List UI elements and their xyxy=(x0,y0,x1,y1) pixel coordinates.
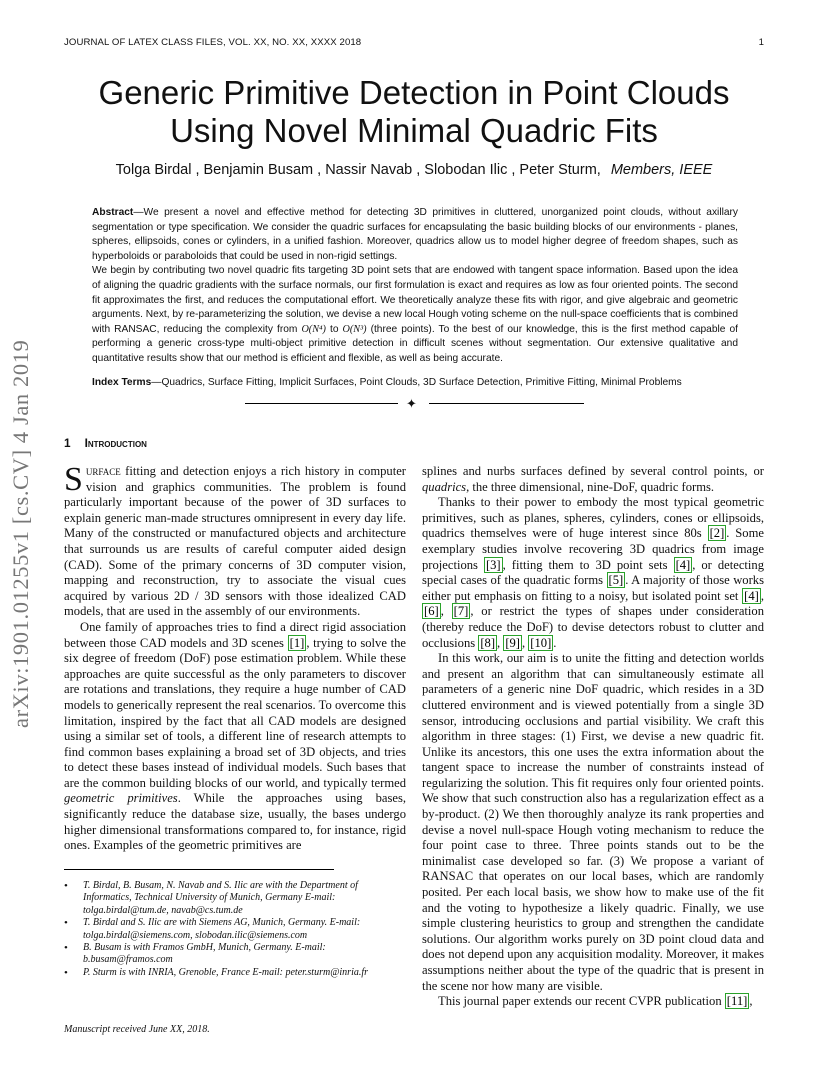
author-names: Tolga Birdal , Benjamin Busam , Nassir Navab , Slobodan Ilic , Peter Sturm, xyxy=(115,162,601,178)
citation-link[interactable]: [11] xyxy=(726,994,748,1009)
footnote-item: • P. Sturm is with INRIA, Grenoble, France E-mail: peter.sturm@inria.fr xyxy=(64,967,406,979)
footnote-rule xyxy=(64,869,334,870)
footnote-item: • B. Busam is with Framos GmbH, Munich, Germany. E-mail: b.busam@framos.com xyxy=(64,942,406,967)
intro-paragraph-6: This journal paper extends our recent CVPR publication [11] , xyxy=(438,994,753,1009)
divider-rule-left xyxy=(245,403,398,404)
section-divider xyxy=(245,396,585,412)
section-heading xyxy=(64,436,147,450)
citation-link[interactable]: [5] xyxy=(608,573,624,588)
citation-link[interactable]: [4] xyxy=(744,588,759,603)
author-membership: Members, IEEE xyxy=(610,162,713,178)
abstract-paragraph-2: We begin by contributing two novel quadric fits targeting 3D point sets that are endowed with tangent space information. Based upon the idea of aligning the quadric gradients with the surface normals, our first formulation is exact and requires as low as four oriented points. The second fit approximates the first, and reduces the computational effort. We theoretically analyze these fits with rigor, and give algebraic and geometric arguments. Next, by re-parameterizing the solution, we devise a new local Hough voting scheme on the null-space coefficients that is combined with RANSAC, reducing the complexity from O(N⁴) to O(N³) (three points). To the best of our knowledge, this is the first method capable of performing a generic cross-type multi-object primitive detection in difficult scenes without segmentation. Our extensive qualitative and quantitative results show that our method is efficient and flexible, as well as being accurate. xyxy=(92,265,738,364)
title-line-2: Using Novel Minimal Quadric Fits xyxy=(170,112,658,149)
citation-link[interactable]: [6] xyxy=(424,604,439,619)
section-number: 1 xyxy=(64,436,71,450)
divider-diamond-icon: ✦ xyxy=(406,396,417,411)
title-line-1: Generic Primitive Detection in Point Clouds xyxy=(98,74,730,111)
complexity-to: O(N³) xyxy=(342,323,367,335)
citation-link[interactable]: [2] xyxy=(709,526,725,541)
intro-paragraph-2: One family of approaches tries to find a direct rigid association between those CAD models and 3D scenes [1] , trying to solve the six degree of freedom (DoF) pose estimation problem. While these approaches are quite successful as the only parameters to discover are rotations and translations, they require a huge number of CAD models to generically represent the real scenarios. To overcome this limitation, inspired by the fact that all CAD models are designed using a similar set of tools, a different line of research attempts to find common bases explaining a broad set of 3D objects, and tries to detect these bases instead of individual models. Such bases that are the common building blocks of our world, and typically termed geometric primitives. While the approaches using bases, significantly reduce the database size, usually, the bases undergo higher dimensional transformations compared to, for instance, rigid ones. Examples of the geometric primitives are xyxy=(64,619,406,853)
footnote-item: • T. Birdal, B. Busam, N. Navab and S. Ilic are with the Department of Informatics, Technical University of Munich, Germany E-mail: tolga.birdal@tum.de, navab@cs.tum.de xyxy=(64,880,406,917)
citation-link[interactable]: [8] xyxy=(480,635,496,650)
abstract-label: Abstract xyxy=(92,207,134,218)
abstract-paragraph-1: Abstract—We present a novel and effective method for detecting 3D primitives in cluttered, unorganized point clouds, without axillary segmentation or type specification. We consider the quadric surfaces for encapsulating the basic building blocks of our environments - planes, spheres, ellipsoids, cones or cylinders, in a unified fashion. Moreover, quadrics allow us to model higher degree of freedom shapes, such as hyperboloids or paraboloids that could be used in non-rigid settings. xyxy=(92,207,738,262)
dropcap-letter: S xyxy=(64,464,83,498)
divider-rule-right xyxy=(429,403,584,404)
citation-link[interactable]: [1] xyxy=(289,635,305,650)
abstract xyxy=(92,206,738,367)
intro-paragraph-3: splines and nurbs surfaces defined by several control points, or quadrics, the three dimensional, nine-DoF, quadric forms. xyxy=(422,464,764,494)
intro-paragraph-4: Thanks to their power to embody the most typical geometric primitives, such as planes, spheres, cylinders, cones or ellipsoids, quadrics themselves were of huge interest since 80s [2] . Some exemplary studies involve recovering 3D quadrics from image projections [3] , fitting them to 3D point sets [4] , or detecting special cases of the quadratic forms [5] . A majority of those works either put emphasis on fitting to a noisy, but isolated point set [4] , [6] , [7] , or restrict the types of shapes under consideration (thereby reduce the DoF) to devise detectors robust to clutter and occlusions [8] , [9] , [10] . xyxy=(422,495,764,650)
index-terms xyxy=(92,376,738,390)
journal-header: JOURNAL OF LATEX CLASS FILES, VOL. XX, NO. XX, XXXX 2018 xyxy=(64,37,362,48)
intro-paragraph-5: In this work, our aim is to unite the fitting and detection worlds and present an algorithm that can simultaneously estimate all parameters of a generic nine DoF quadric, which resides in a 3D cluttered environment and is viewed potentially from a single 3D sensor, introducing occlusions and partial visibility. We craft this algorithm in three stages: (1) First, we devise a new quadric fit. Unlike its ancestors, this one uses the extra information about the tangent space to increase the number of constraints instead of regularizing the solution. This fit requires only four oriented points. We show that such construction also has a regularization effect as a by-product. (2) We then thoroughly analyze its rank properties and devise a novel null-space Hough voting mechanism to reduce the four point case to three. Three points stands out to be the minimalist case developed so far. (3) We propose a variant of RANSAC that operates on our local bases, which are randomly posited. Per each local basis, we show how to make use of the fit and the voting to hypothesize a likely quadric. Finally, we use simple clustering heuristics to group and strengthen the candidate solutions. Our algorithm works purely on 3D point cloud data and does not depend upon any acquisition modality. Moreover, it makes assumptions neither about the type of the quadric that is present in the scene nor how many are visible. xyxy=(422,651,764,993)
intro-paragraph-1: Surface fitting and detection enjoys a rich history in computer vision and graphics communities. The problem is found particularly important because of the power of 3D surfaces to explain generic man-made structures omnipresent in every day life. Many of the constructed or manufactured objects and architecture that surrounds us are results of careful computer aided design (CAD). Some of the primary concerns of 3D computer vision, mapping and reconstruction, try to associate the visual cues acquired by various 2D / 3D sensors with those idealized CAD models, that are used in the assembly of our environments. xyxy=(64,464,406,619)
citation-link[interactable]: [10] xyxy=(530,635,552,650)
left-column xyxy=(64,464,406,859)
section-title: Introduction xyxy=(84,436,147,450)
index-terms-text: —Quadrics, Surface Fitting, Implicit Surfaces, Point Clouds, 3D Surface Detection, Primitive Fitting, Minimal Problems xyxy=(151,377,682,388)
author-list xyxy=(64,162,764,178)
index-terms-label: Index Terms xyxy=(92,377,152,388)
arxiv-stamp: arXiv:1901.01255v1 [cs.CV] 4 Jan 2019 xyxy=(8,339,33,728)
citation-link[interactable]: [3] xyxy=(485,557,501,572)
right-column xyxy=(422,464,764,1034)
manuscript-note: Manuscript received June XX, 2018. xyxy=(64,1024,210,1035)
citation-link[interactable]: [4] xyxy=(675,557,691,572)
citation-link[interactable]: [7] xyxy=(453,604,469,619)
affiliation-footnotes xyxy=(64,880,406,979)
complexity-from: O(N⁴) xyxy=(301,323,326,335)
page-number: 1 xyxy=(758,37,764,48)
citation-link[interactable]: [9] xyxy=(505,635,520,650)
footnote-item: • T. Birdal and S. Ilic are with Siemens AG, Munich, Germany. E-mail: tolga.birdal@siemens.com, slobodan.ilic@siemens.com xyxy=(64,917,406,942)
paper-title xyxy=(64,74,764,150)
